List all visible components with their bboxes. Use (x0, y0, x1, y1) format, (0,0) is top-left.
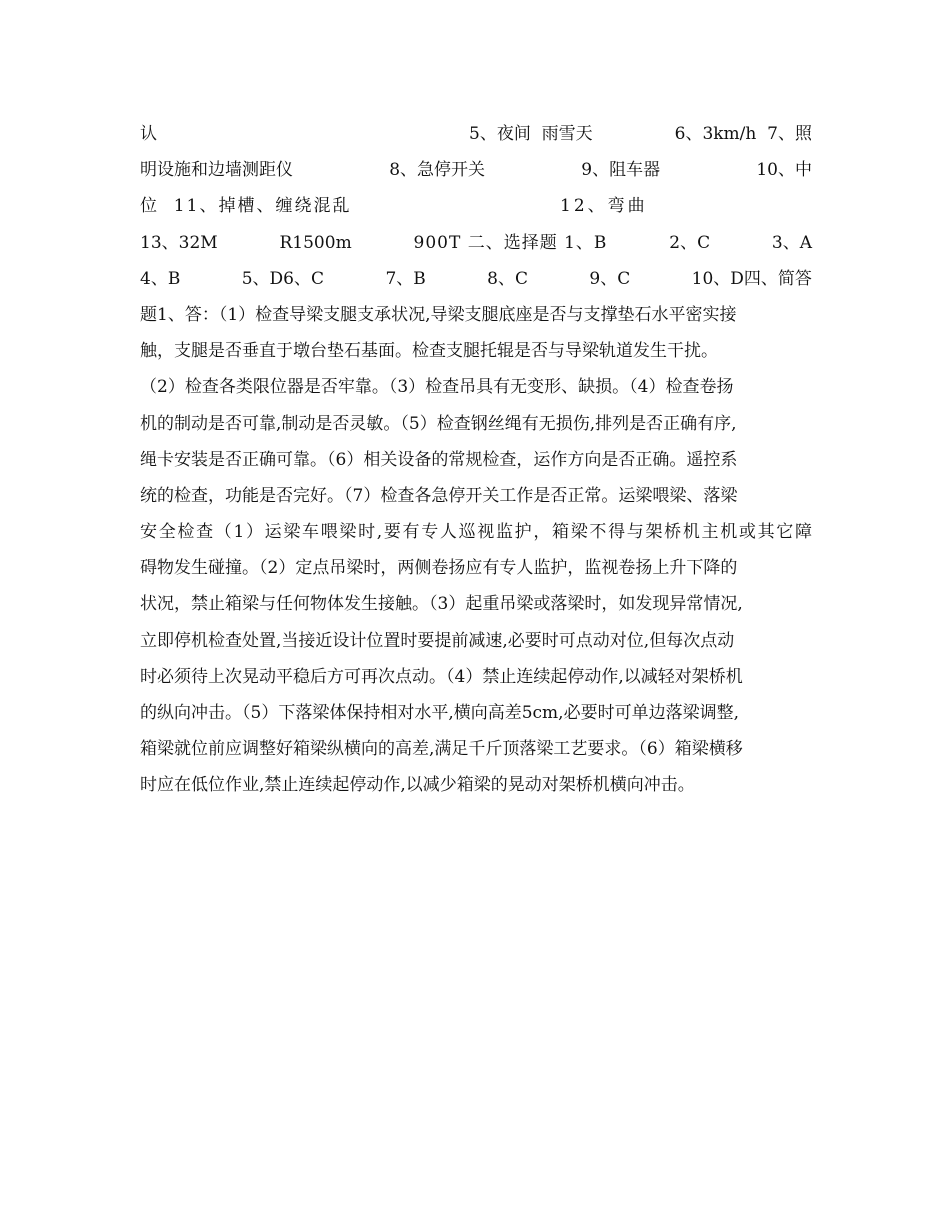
text-segment: 13、32M (140, 232, 218, 253)
text-segment: 8、急停开关 (389, 160, 486, 181)
text-line-2 (140, 152, 812, 188)
text-segment: 6、3km/h 7、照 (674, 124, 812, 144)
text-segment: R1500m (279, 232, 352, 253)
text-segment: 2、C (669, 232, 711, 253)
text-line-7 (140, 333, 812, 369)
text-line-13 (140, 550, 812, 586)
text-line-11 (140, 478, 812, 514)
text-segment: 的纵向冲击。（5）下落梁体保持相对水平,横向高差5cm,必要时可单边落梁调整, (140, 703, 739, 723)
text-segment: 机的制动是否可靠,制动是否灵敏。（5）检查钢丝绳有无损伤,排列是否正确有序, (140, 413, 737, 434)
text-segment: 10、中 (756, 160, 812, 181)
text-segment: 时应在低位作业,禁止连续起停动作,以减少箱梁的晃动对架桥机横向冲击。 (140, 775, 695, 796)
text-segment: 9、阻车器 (581, 160, 661, 181)
text-segment: 4、B (140, 268, 181, 289)
text-segment: 箱梁就位前应调整好箱梁纵横向的高差,满足千斤顶落梁工艺要求。（6）箱梁横移 (140, 739, 743, 760)
text-segment: 绳卡安装是否正确可靠。（6）相关设备的常规检查，运作方向是否正确。遥控系 (140, 449, 738, 470)
text-line-18 (140, 731, 812, 767)
text-line-3 (140, 188, 812, 224)
text-line-8 (140, 369, 812, 405)
text-line-15 (140, 623, 812, 659)
text-segment: 明设施和边墙测距仪 (140, 160, 293, 181)
text-line-5 (140, 261, 812, 297)
text-segment: 题1、答：（1）检查导梁支腿支承状况,导梁支腿底座是否与支撑垫石水平密实接 (140, 304, 737, 325)
text-segment: 统的检查，功能是否完好。（7）检查各急停开关工作是否正常。运梁喂梁、落梁 (140, 485, 738, 506)
text-segment: 认 (140, 124, 157, 144)
text-segment: （2）检查各类限位器是否牢靠。（3）检查吊具有无变形、缺损。（4）检查卷扬 (140, 377, 734, 398)
text-line-9 (140, 406, 812, 442)
text-line-10 (140, 442, 812, 478)
text-segment: 位 11、掉槽、缠绕混乱 (140, 196, 352, 217)
text-segment: 7、B (385, 268, 426, 289)
text-segment: 立即停机检查处置,当接近设计位置时要提前减速,必要时可点动对位,但每次点动 (140, 630, 735, 651)
text-line-6 (140, 297, 812, 333)
text-segment: 12、弯曲 (560, 196, 648, 217)
text-segment: 9、C (589, 268, 631, 289)
text-segment: 状况，禁止箱梁与任何物体发生接触。（3）起重吊梁或落梁时，如发现异常情况, (140, 594, 743, 615)
text-line-4 (140, 225, 812, 261)
text-segment: 触，支腿是否垂直于墩台垫石基面。检查支腿托辊是否与导梁轨道发生干扰。 (140, 341, 718, 362)
text-segment: 5、夜间 雨雪天 (469, 124, 593, 144)
text-line-19 (140, 767, 812, 803)
text-segment: 10、D四、简答 (691, 268, 812, 289)
answer-text-block (140, 116, 812, 804)
text-segment: 5、D6、C (241, 268, 325, 289)
text-line-12 (140, 514, 812, 550)
text-line-14 (140, 586, 812, 622)
text-segment: 碍物发生碰撞。（2）定点吊梁时，两侧卷扬应有专人监护，监视卷扬上升下降的 (140, 558, 738, 579)
text-line-16 (140, 659, 812, 695)
text-line-17 (140, 695, 812, 731)
text-segment: 900T 二、选择题 1、B (413, 232, 608, 253)
text-segment: 3、A (771, 232, 812, 253)
text-segment: 安全检查（1）运梁车喂梁时,要有专人巡视监护，箱梁不得与架桥机主机或其它障 (140, 522, 814, 543)
text-segment: 时必须待上次晃动平稳后方可再次点动。（4）禁止连续起停动作,以减轻对架桥机 (140, 666, 743, 687)
text-line-1 (140, 116, 812, 152)
text-segment: 8、C (487, 268, 528, 289)
